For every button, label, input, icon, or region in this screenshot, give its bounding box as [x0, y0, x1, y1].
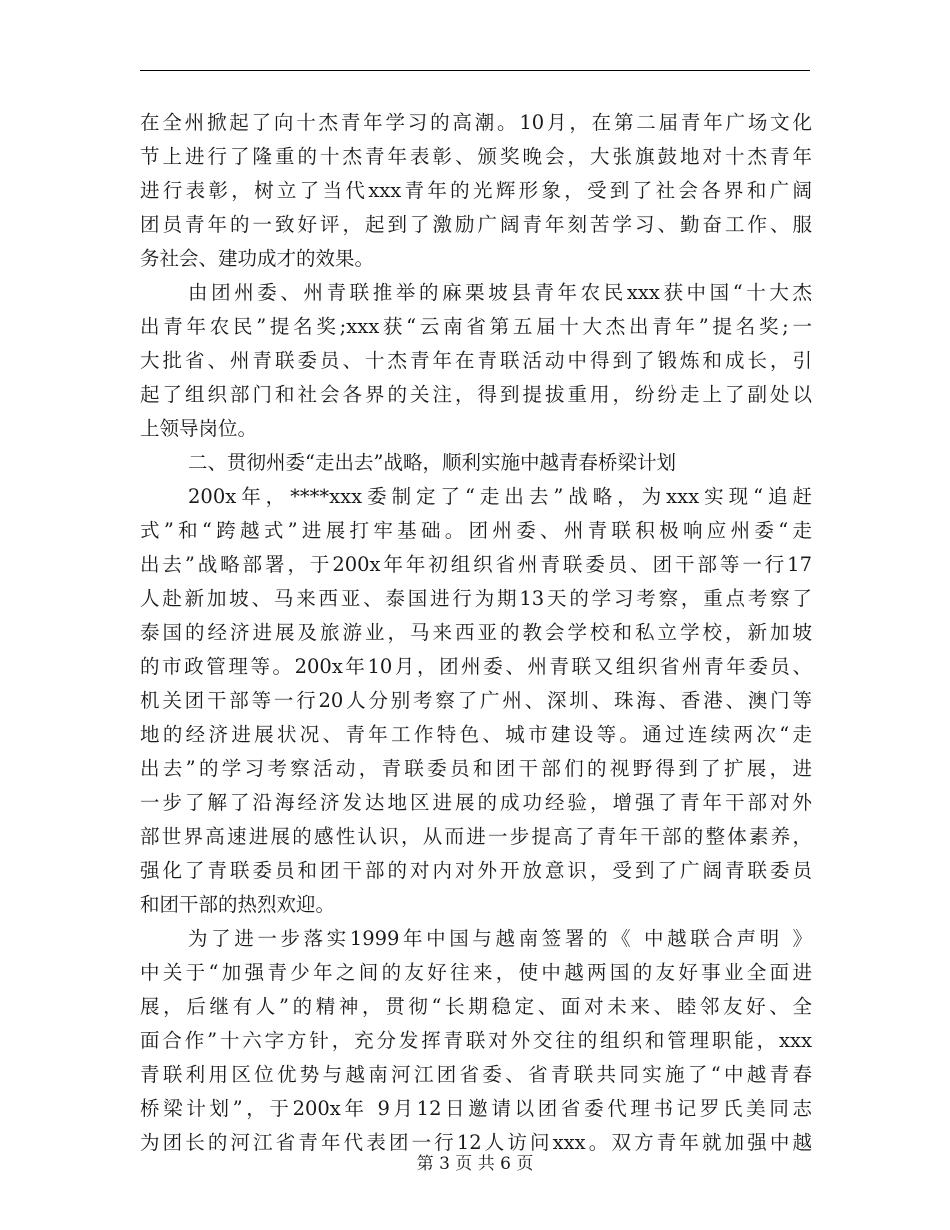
text-line: 为团长的河江省青年代表团一行12人访问xxx。双方青年就加强中越 — [140, 1131, 812, 1154]
text-line: 起了组织部门和社会各界的关注，得到提拔重用，纷纷走上了副处以 — [140, 383, 812, 406]
text-line: 和团干部的热烈欢迎。 — [140, 893, 336, 916]
text-line: 出青年农民”提名奖;xxx获“云南省第五届十大杰出青年”提名奖;一 — [140, 315, 812, 338]
text-line: 人赴新加坡、马来西亚、泰国进行为期13天的学习考察，重点考察了 — [140, 587, 812, 610]
text-line: 部世界高速进展的感性认识，从而进一步提高了青年干部的整体素养， — [140, 825, 812, 848]
text-line: 青联利用区位优势与越南河江团省委、省青联共同实施了“中越青春 — [140, 1063, 812, 1086]
text-line: 大批省、州青联委员、十杰青年在青联活动中得到了锻炼和成长，引 — [140, 349, 812, 372]
text-line: 上领导岗位。 — [140, 417, 258, 440]
text-line: 为了进一步落实1999年中国与越南签署的《 中越联合声明 》 — [188, 927, 812, 950]
text-line: 由团州委、州青联推举的麻栗坡县青年农民xxx获中国“十大杰 — [188, 281, 812, 304]
text-line: 200x年，****xxx委制定了“走出去”战略，为xxx实现“追赶 — [188, 485, 812, 508]
text-line: 中关于“加强青少年之间的友好往来，使中越两国的友好事业全面进 — [140, 961, 812, 984]
text-line: 泰国的经济进展及旅游业，马来西亚的教会学校和私立学校，新加坡 — [140, 621, 812, 644]
text-line: 进行表彰，树立了当代xxx青年的光辉形象，受到了社会各界和广阔 — [140, 179, 812, 202]
text-line: 团员青年的一致好评，起到了激励广阔青年刻苦学习、勤奋工作、服 — [140, 213, 812, 236]
text-line: 二、贯彻州委“走出去”战略，顺利实施中越青春桥梁计划 — [188, 451, 676, 474]
text-line: 展，后继有人”的精神，贯彻“长期稳定、面对未来、睦邻友好、全 — [140, 995, 812, 1018]
text-line: 面合作”十六字方针，充分发挥青联对外交往的组织和管理职能，xxx — [140, 1029, 812, 1052]
body-text — [140, 106, 812, 1160]
text-line: 的市政管理等。200x年10月，团州委、州青联又组织省州青年委员、 — [140, 655, 812, 678]
text-line: 出去”战略部署，于200x年年初组织省州青联委员、团干部等一行17 — [140, 553, 812, 576]
text-line: 务社会、建功成才的效果。 — [140, 247, 375, 270]
page-footer: 第 3 页 共 6 页 — [416, 1154, 534, 1174]
header-rule — [140, 70, 810, 71]
text-line: 一步了解了沿海经济发达地区进展的成功经验，增强了青年干部对外 — [140, 791, 812, 814]
text-line: 出去”的学习考察活动，青联委员和团干部们的视野得到了扩展，进 — [140, 757, 812, 780]
text-line: 强化了青联委员和团干部的对内对外开放意识，受到了广阔青联委员 — [140, 859, 812, 882]
text-line: 在全州掀起了向十杰青年学习的高潮。10月，在第二届青年广场文化 — [140, 111, 812, 134]
text-line: 式”和“跨越式”进展打牢基础。团州委、州青联积极响应州委“走 — [140, 519, 812, 542]
text-line: 机关团干部等一行20人分别考察了广州、深圳、珠海、香港、澳门等 — [140, 689, 812, 712]
text-line: 节上进行了隆重的十杰青年表彰、颁奖晚会，大张旗鼓地对十杰青年 — [140, 145, 812, 168]
text-line: 地的经济进展状况、青年工作特色、城市建设等。通过连续两次“走 — [140, 723, 812, 746]
text-line: 桥梁计划”，于200x年 9月12日邀请以团省委代理书记罗氏美同志 — [140, 1097, 812, 1120]
